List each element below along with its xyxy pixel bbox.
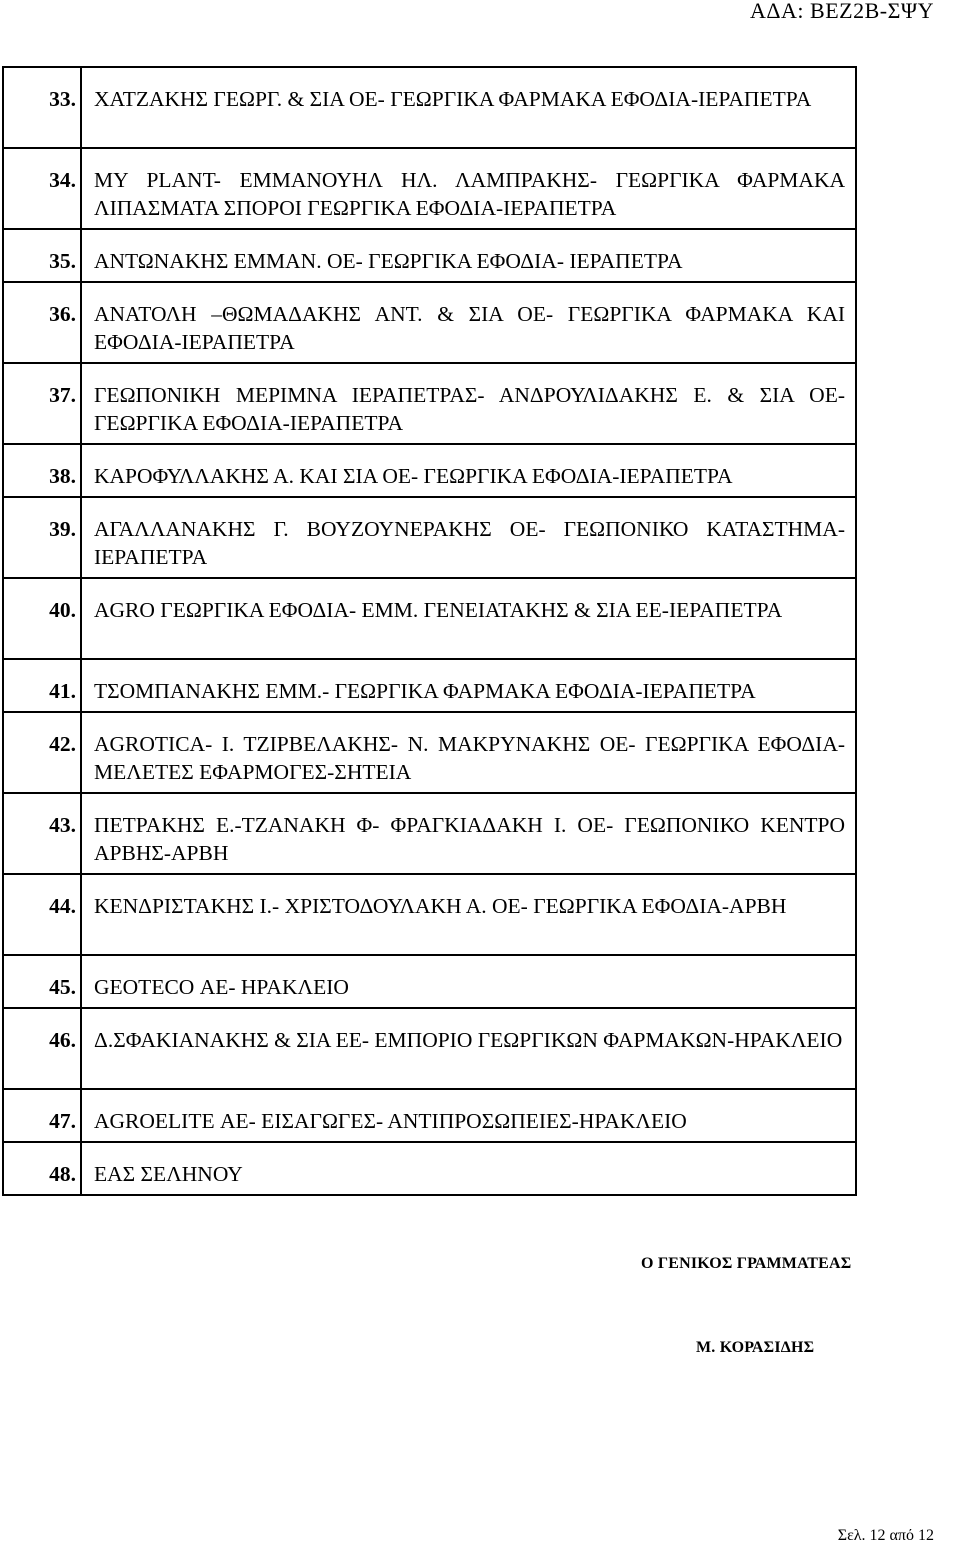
table-row — [3, 712, 856, 793]
entry-number: 36. — [3, 282, 81, 363]
signatory-name: Μ. ΚΟΡΑΣΙΔΗΣ — [696, 1339, 815, 1356]
table-row — [3, 444, 856, 497]
table-row — [3, 659, 856, 712]
entry-number: 41. — [3, 659, 81, 712]
table-row — [3, 282, 856, 363]
entry-text: GEOTECO ΑΕ- ΗΡΑΚΛΕΙΟ — [81, 955, 856, 1008]
table-row — [3, 67, 856, 148]
table-row — [3, 793, 856, 874]
entry-text: AGROTICA- Ι. ΤΖΙΡΒΕΛΑΚΗΣ- Ν. ΜΑΚΡΥΝΑΚΗΣ ΟΕ- ΓΕΩΡΓΙΚΑ ΕΦΟΔΙΑ-ΜΕΛΕΤΕΣ ΕΦΑΡΜΟΓΕΣ-ΣΗΤΕΙΑ — [81, 712, 856, 793]
entry-number: 40. — [3, 578, 81, 659]
entry-text: AGRO ΓΕΩΡΓΙΚΑ ΕΦΟΔΙΑ- ΕΜΜ. ΓΕΝΕΙΑΤΑΚΗΣ & ΣΙΑ ΕΕ-ΙΕΡΑΠΕΤΡΑ — [81, 578, 856, 659]
entry-number: 48. — [3, 1142, 81, 1195]
entry-text: ΕΑΣ ΣΕΛΗΝΟΥ — [81, 1142, 856, 1195]
table-row — [3, 363, 856, 444]
entry-text: ΧΑΤΖΑΚΗΣ ΓΕΩΡΓ. & ΣΙΑ ΟΕ- ΓΕΩΡΓΙΚΑ ΦΑΡΜΑΚΑ ΕΦΟΔΙΑ-ΙΕΡΑΠΕΤΡΑ — [81, 67, 856, 148]
entry-text: ΓΕΩΠΟΝΙΚΗ ΜΕΡΙΜΝΑ ΙΕΡΑΠΕΤΡΑΣ- ΑΝΔΡΟΥΛΙΔΑΚΗΣ Ε. & ΣΙΑ ΟΕ- ΓΕΩΡΓΙΚΑ ΕΦΟΔΙΑ-ΙΕΡΑΠΕΤΡΑ — [81, 363, 856, 444]
entry-text: ΑΓΑΛΛΑΝΑΚΗΣ Γ. ΒΟΥΖΟΥΝΕΡΑΚΗΣ ΟΕ- ΓΕΩΠΟΝΙΚΟ ΚΑΤΑΣΤΗΜΑ-ΙΕΡΑΠΕΤΡΑ — [81, 497, 856, 578]
entry-number: 46. — [3, 1008, 81, 1089]
entry-number: 45. — [3, 955, 81, 1008]
entry-text: AGROELITE ΑΕ- ΕΙΣΑΓΩΓΕΣ- ΑΝΤΙΠΡΟΣΩΠΕΙΕΣ-ΗΡΑΚΛΕΙΟ — [81, 1089, 856, 1142]
table-row — [3, 148, 856, 229]
entry-number: 43. — [3, 793, 81, 874]
entry-text: ΤΣΟΜΠΑΝΑΚΗΣ ΕΜΜ.- ΓΕΩΡΓΙΚΑ ΦΑΡΜΑΚΑ ΕΦΟΔΙΑ-ΙΕΡΑΠΕΤΡΑ — [81, 659, 856, 712]
entry-text: MY PLANT- ΕΜΜΑΝΟΥΗΛ ΗΛ. ΛΑΜΠΡΑΚΗΣ- ΓΕΩΡΓΙΚΑ ΦΑΡΜΑΚΑ ΛΙΠΑΣΜΑΤΑ ΣΠΟΡΟΙ ΓΕΩΡΓΙΚΑ ΕΦΟΔΙΑ-ΙΕΡΑΠΕΤΡΑ — [81, 148, 856, 229]
entry-number: 39. — [3, 497, 81, 578]
table-row — [3, 955, 856, 1008]
table-row — [3, 229, 856, 282]
entry-text: ΑΝΑΤΟΛΗ –ΘΩΜΑΔΑΚΗΣ ΑΝΤ. & ΣΙΑ ΟΕ- ΓΕΩΡΓΙΚΑ ΦΑΡΜΑΚΑ ΚΑΙ ΕΦΟΔΙΑ-ΙΕΡΑΠΕΤΡΑ — [81, 282, 856, 363]
entry-number: 47. — [3, 1089, 81, 1142]
table-row — [3, 578, 856, 659]
entry-text: ΚΕΝΔΡΙΣΤΑΚΗΣ Ι.- ΧΡΙΣΤΟΔΟΥΛΑΚΗ Α. ΟΕ- ΓΕΩΡΓΙΚΑ ΕΦΟΔΙΑ-ΑΡΒΗ — [81, 874, 856, 955]
entry-number: 37. — [3, 363, 81, 444]
entry-text: ΚΑΡΟΦΥΛΛΑΚΗΣ Α. ΚΑΙ ΣΙΑ ΟΕ- ΓΕΩΡΓΙΚΑ ΕΦΟΔΙΑ-ΙΕΡΑΠΕΤΡΑ — [81, 444, 856, 497]
entry-text: ΑΝΤΩΝΑΚΗΣ ΕΜΜΑΝ. ΟΕ- ΓΕΩΡΓΙΚΑ ΕΦΟΔΙΑ- ΙΕΡΑΠΕΤΡΑ — [81, 229, 856, 282]
entry-number: 42. — [3, 712, 81, 793]
entry-number: 34. — [3, 148, 81, 229]
entry-text: ΠΕΤΡΑΚΗΣ Ε.-ΤΖΑΝΑΚΗ Φ- ΦΡΑΓΚΙΑΔΑΚΗ Ι. ΟΕ- ΓΕΩΠΟΝΙΚΟ ΚΕΝΤΡΟ ΑΡΒΗΣ-ΑΡΒΗ — [81, 793, 856, 874]
ada-code: ΑΔΑ: ΒΕΖ2Β-ΣΨΥ — [749, 0, 934, 23]
table-row — [3, 874, 856, 955]
entry-number: 35. — [3, 229, 81, 282]
table-row — [3, 1008, 856, 1089]
entry-number: 44. — [3, 874, 81, 955]
entries-table — [2, 66, 857, 1196]
table-row — [3, 1089, 856, 1142]
entry-text: Δ.ΣΦΑΚΙΑΝΑΚΗΣ & ΣΙΑ ΕΕ- ΕΜΠΟΡΙΟ ΓΕΩΡΓΙΚΩΝ ΦΑΡΜΑΚΩΝ-ΗΡΑΚΛΕΙΟ — [81, 1008, 856, 1089]
page-number: Σελ. 12 από 12 — [837, 1527, 934, 1544]
entry-number: 33. — [3, 67, 81, 148]
entry-number: 38. — [3, 444, 81, 497]
table-row — [3, 1142, 856, 1195]
signatory-title: Ο ΓΕΝΙΚΟΣ ΓΡΑΜΜΑΤΕΑΣ — [641, 1255, 852, 1272]
table-row — [3, 497, 856, 578]
